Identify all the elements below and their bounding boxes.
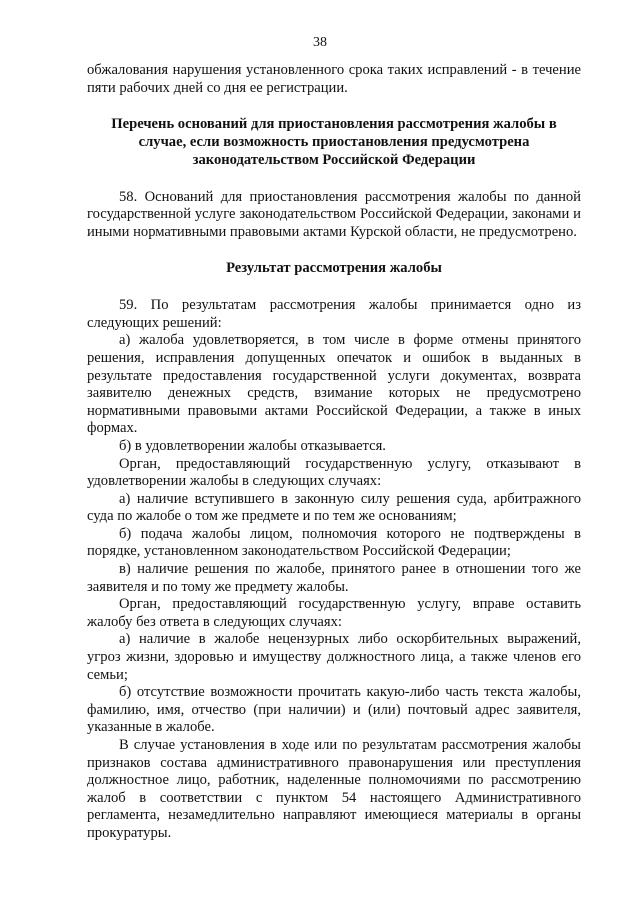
- no-answer-intro: Орган, предоставляющий государственную услугу, вправе оставить жалобу без ответа в следующих случаях:: [87, 596, 581, 630]
- section-heading-result: Результат рассмотрения жалобы: [226, 260, 442, 277]
- paragraph-58: 58. Оснований для приостановления рассмотрения жалобы по данной государственной услуге законодательством Российской Федерации, законами и иными нормативными правовыми актами Курской области, не предусмотрено.: [87, 188, 581, 240]
- paragraph-59: 59. По результатам рассмотрения жалобы принимается одно из следующих решений:: [87, 297, 581, 331]
- heading-line: законодательством Российской Федерации: [192, 151, 476, 168]
- refusal-case-c: в) наличие решения по жалобе, принятого ранее в отношении того же заявителя и по тому же предмету жалобы.: [87, 561, 581, 595]
- section-heading-suspension: [87, 116, 581, 169]
- no-answer-case-b: б) отсутствие возможности прочитать какую-либо часть текста жалобы, фамилию, имя, отчество (при наличии) и (или) почтовый адрес заявителя, указанные в жалобе.: [87, 684, 581, 736]
- refusal-case-b: б) подача жалобы лицом, полномочия которого не подтверждены в порядке, установленном законодательством Российской Федерации;: [87, 525, 581, 560]
- paragraph-59-b: б) в удовлетворении жалобы отказывается.: [119, 437, 386, 454]
- heading-line: случае, если возможность приостановления предусмотрена: [138, 133, 530, 150]
- intro-paragraph: обжалования нарушения установленного срока таких исправлений - в течение пяти рабочих дней со дня ее регистрации.: [87, 62, 581, 96]
- heading-line: Перечень оснований для приостановления рассмотрения жалобы в: [111, 116, 557, 133]
- final-paragraph: В случае установления в ходе или по результатам рассмотрения жалобы признаков состава административного правонарушения или преступления должностное лицо, работник, наделенные полномочиями по рассмотрению жалоб в соответствии с пунктом 54 настоящего Административного регламента, незамедлительно направляют имеющиеся материалы в органы прокуратуры.: [87, 737, 581, 841]
- refusal-case-a: а) наличие вступившего в законную силу решения суда, арбитражного суда по жалобе о том же предмете и по тем же основаниям;: [87, 490, 581, 525]
- refusal-intro: Орган, предоставляющий государственную услугу, отказывают в удовлетворении жалобы в следующих случаях:: [87, 455, 581, 490]
- paragraph-59-a: а) жалоба удовлетворяется, в том числе в форме отмены принятого решения, исправления допущенных опечаток и ошибок в выданных в результате предоставления государственной услуги документах, возврата заявителю денежных средств, взимание которых не предусмотрено нормативными правовыми актами Российской Федерации, а также в иных формах.: [87, 332, 581, 437]
- page-number: 38: [313, 35, 327, 50]
- no-answer-case-a: а) наличие в жалобе нецензурных либо оскорбительных выражений, угроз жизни, здоровью и имуществу должностного лица, а также членов его семьи;: [87, 631, 581, 683]
- page-body: [87, 62, 581, 843]
